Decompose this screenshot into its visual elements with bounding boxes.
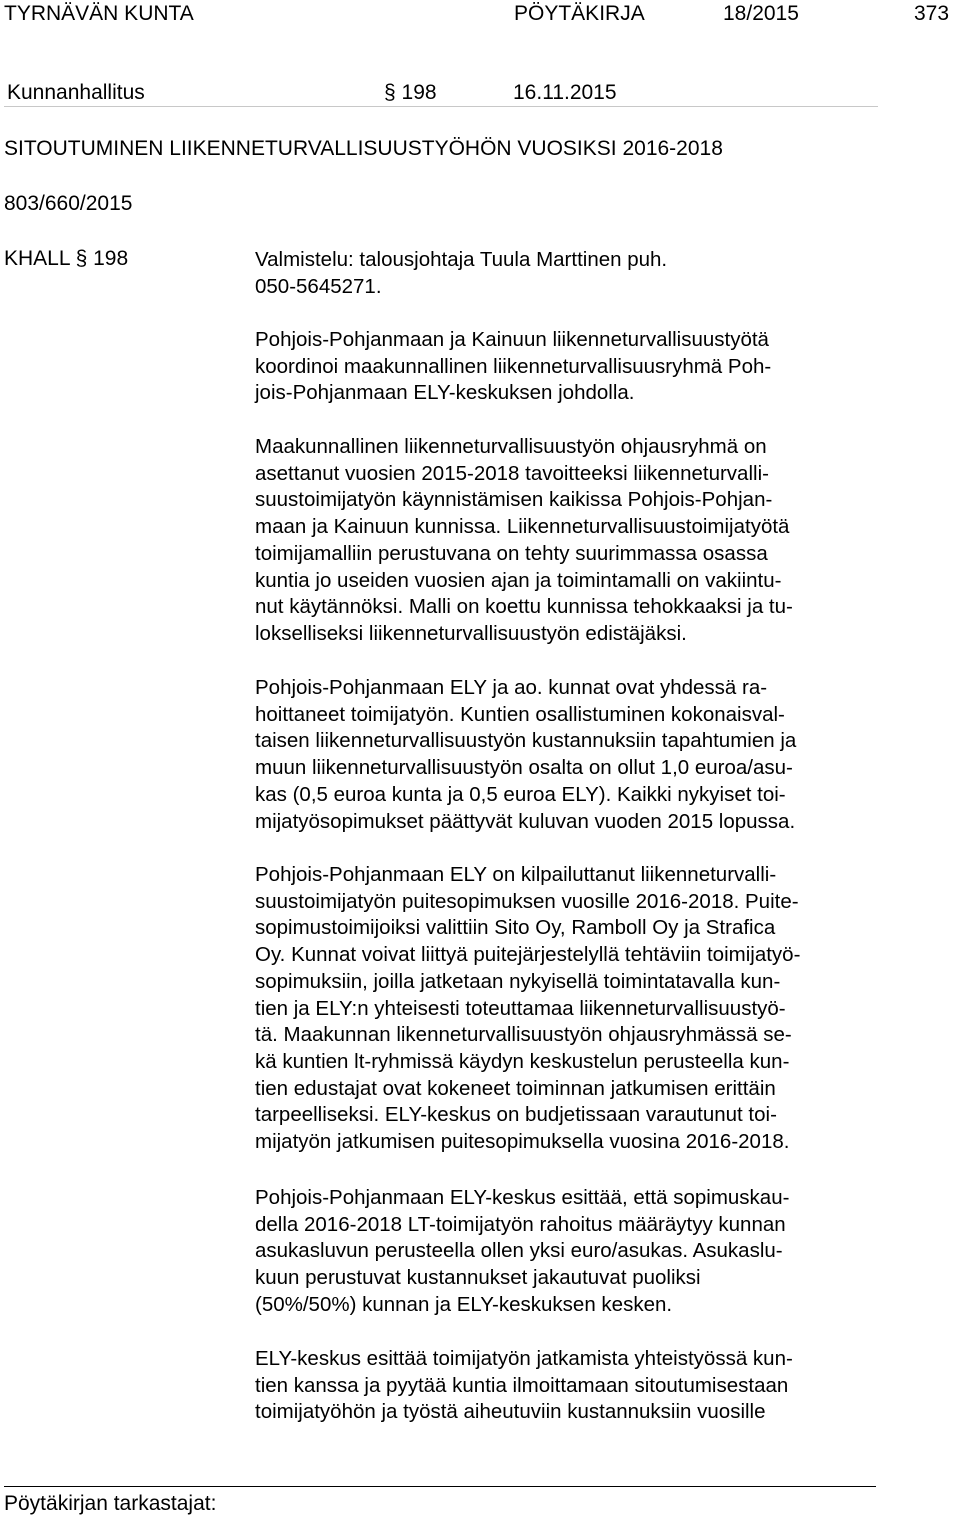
header-municipality: TYRNÄVÄN KUNTA: [4, 2, 194, 25]
paragraph-line: Oy. Kunnat voivat liittyä puitejärjestelyllä tehtäviin toimijatyö-: [255, 943, 801, 967]
meeting-date: 16.11.2015: [513, 81, 617, 104]
paragraph-line: tarpeelliseksi. ELY-keskus on budjetissaan varautunut toi-: [255, 1103, 777, 1127]
preparation-line: 050-5645271.: [255, 274, 382, 298]
meeting-body: Kunnanhallitus: [7, 81, 145, 104]
paragraph-6: [255, 1346, 895, 1426]
paragraph-line: sopimustoimijoiksi valittiin Sito Oy, Ramboll Oy ja Strafica: [255, 916, 776, 940]
header-page-number: 373: [914, 2, 950, 25]
paragraph-line: tien kanssa ja pyytää kuntia ilmoittamaan sitoutumisestaan: [255, 1373, 789, 1397]
paragraph-line: kas (0,5 euroa kunta ja 0,5 euroa ELY). Kaikki nykyiset toi-: [255, 782, 786, 806]
paragraph-line: toimijatyöhön ja työstä aiheutuviin kustannuksiin vuosille: [255, 1400, 766, 1424]
paragraph-line: suustoimijatyön käynnistämisen kaikissa Pohjois-Pohjan-: [255, 488, 773, 512]
paragraph-line: mijatyösopimukset päättyvät kuluvan vuoden 2015 lopussa.: [255, 809, 796, 833]
paragraph-line: ELY-keskus esittää toimijatyön jatkamista yhteistyössä kun-: [255, 1347, 793, 1370]
paragraph-line: toimijamalliin perustuvana on tehty suurimmassa osassa: [255, 541, 768, 565]
page-title: SITOUTUMINEN LIIKENNETURVALLISUUSTYÖHÖN VUOSIKSI 2016-2018: [4, 137, 723, 160]
record-number: 803/660/2015: [4, 192, 133, 215]
paragraph-line: asukasluvun perusteella ollen yksi euro/asukas. Asukaslu-: [255, 1239, 783, 1263]
header-doc-type: PÖYTÄKIRJA: [514, 2, 645, 25]
footer-label: Pöytäkirjan tarkastajat:: [4, 1492, 217, 1515]
paragraph-line: suustoimijatyön puitesopimuksen vuosille 2016-2018. Puite-: [255, 889, 799, 913]
paragraph-line: tien edustajat ovat kokeneet toiminnan jatkumisen erittäin: [255, 1076, 776, 1100]
header-doc-number: 18/2015: [723, 2, 799, 25]
paragraph-line: Pohjois-Pohjanmaan ELY ja ao. kunnat ovat yhdessä ra-: [255, 676, 768, 699]
paragraph-line: koordinoi maakunnallinen liikenneturvallisuusryhmä Poh-: [255, 354, 772, 378]
meeting-section: § 198: [384, 81, 437, 104]
paragraph-line: sopimuksiin, joilla jatketaan nykyisellä toimintatavalla kun-: [255, 969, 781, 993]
paragraph-5: [255, 1185, 895, 1319]
paragraph-4: [255, 862, 895, 1156]
paragraph-1: [255, 327, 895, 407]
paragraph-line: Pohjois-Pohjanmaan ja Kainuun liikenneturvallisuustyötä: [255, 328, 769, 351]
paragraph-line: kuntia jo useiden vuosien ajan ja toimintamalli on vakiintu-: [255, 568, 782, 592]
paragraph-3: [255, 675, 895, 835]
paragraph-2: [255, 434, 895, 648]
paragraph-line: Maakunnallinen liikenneturvallisuustyön ohjausryhmä on: [255, 435, 767, 458]
preparation-line: Valmistelu: talousjohtaja Tuula Marttinen puh.: [255, 248, 668, 271]
section-label: KHALL § 198: [4, 247, 129, 270]
paragraph-line: tä. Maakunnan likenneturvallisuustyön ohjausryhmässä se-: [255, 1023, 792, 1047]
paragraph-line: lokselliseksi liikenneturvallisuustyön edistäjäksi.: [255, 621, 687, 645]
paragraph-line: tien ja ELY:n yhteisesti toteuttamaa liikenneturvallisuustyö-: [255, 996, 786, 1020]
paragraph-line: maan ja Kainuun kunnissa. Liikenneturvallisuustoimijatyötä: [255, 515, 790, 539]
paragraph-line: muun liikenneturvallisuustyön osalta on ollut 1,0 euroa/asu-: [255, 756, 793, 780]
paragraph-line: Pohjois-Pohjanmaan ELY on kilpailuttanut liikenneturvalli-: [255, 863, 777, 886]
paragraph-line: kuun perustuvat kustannukset jakautuvat puoliksi: [255, 1266, 701, 1290]
paragraph-line: hoittaneet toimijatyön. Kuntien osallistuminen kokonaisval-: [255, 702, 785, 726]
paragraph-line: Pohjois-Pohjanmaan ELY-keskus esittää, että sopimuskau-: [255, 1186, 790, 1209]
footer-divider: [4, 1486, 876, 1487]
paragraph-line: jois-Pohjanmaan ELY-keskuksen johdolla.: [255, 381, 635, 405]
paragraph-line: mijatyön jatkumisen puitesopimuksella vuosina 2016-2018.: [255, 1130, 790, 1154]
paragraph-line: kä kuntien lt-ryhmissä käydyn keskustelun perusteella kun-: [255, 1049, 790, 1073]
paragraph-line: nut käytännöksi. Malli on koettu kunnissa tehokkaaksi ja tu-: [255, 595, 793, 619]
paragraph-line: asettanut vuosien 2015-2018 tavoitteeksi liikenneturvalli-: [255, 461, 769, 485]
preparation: [255, 247, 895, 300]
paragraph-line: (50%/50%) kunnan ja ELY-keskuksen kesken.: [255, 1292, 673, 1316]
paragraph-line: della 2016-2018 LT-toimijatyön rahoitus määräytyy kunnan: [255, 1212, 786, 1236]
meeting-divider: [4, 106, 878, 107]
paragraph-line: taisen liikenneturvallisuustyön kustannuksiin tapahtumien ja: [255, 729, 797, 753]
